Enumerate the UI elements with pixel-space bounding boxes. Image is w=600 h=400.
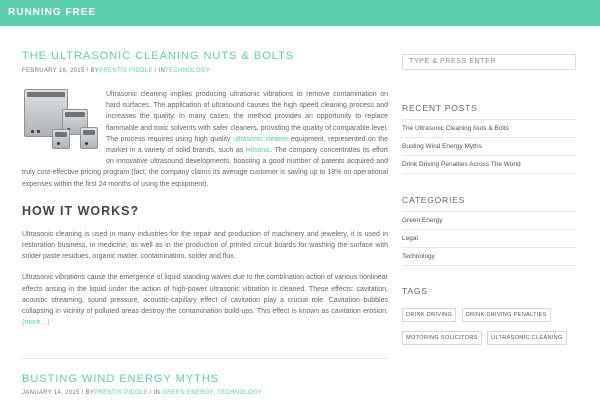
hilsonic-link[interactable]: Hilsonic: [245, 147, 271, 155]
main-content: [22, 46, 388, 328]
product-image: [22, 89, 100, 155]
post-divider: [22, 358, 388, 359]
meta-separator: ,: [213, 390, 218, 396]
category-item[interactable]: Technology: [402, 248, 576, 266]
sidebar: [402, 50, 576, 349]
recent-post-item[interactable]: Busting Wind Energy Myths: [402, 138, 576, 156]
intro-text: Ultrasonic cleaning implies producing ultrasonic vibrations to remove contamination on hard surfaces. The application of ultrasound causes the high speed cleaning process and increases the quality. In many cases, the method provides an opportunity to replace flammable and toxic solvents with safer cleaners, providing the quality of comparable level. The process requires using high quality: [106, 91, 388, 143]
meta-separator: / BY: [84, 68, 100, 74]
category-item[interactable]: Legal: [402, 230, 576, 248]
post-category-link[interactable]: TECHNOLOGY: [165, 68, 211, 74]
recent-post-item[interactable]: Drink Driving Penalties Across The World: [402, 156, 576, 174]
tag-cloud: [402, 303, 576, 349]
meta-separator: / IN: [147, 390, 163, 396]
tag-drink-driving[interactable]: DRINK DRIVING: [402, 308, 456, 322]
post-date: JANUARY 14, 2015: [22, 390, 80, 396]
paragraph-text: Ultrasonic vibrations cause the emergence of liquid standing waves due to the combination action of various nonlinear effects arising in the liquid under the action of high-power ultrasonic vibration is cleaned. These effects: cavitation, acoustic streaming, sound pressure, acoustic-capillary effect of cavitation play a crucial role. Cavitation bubbles collapsing in vicinity of polluted areas destroy the contamination build-ups. This effect is known as cavitation erosion.: [22, 274, 388, 316]
post-category-link[interactable]: TECHNOLOGY: [217, 390, 263, 396]
categories-widget: [402, 195, 576, 266]
widget-title: RECENT POSTS: [402, 102, 478, 113]
post-author-link[interactable]: PRENTIS PIDDLE: [94, 390, 148, 396]
paragraph-vibrations: [22, 272, 388, 328]
post-meta: [22, 390, 388, 396]
site-title[interactable]: RUNNING FREE: [8, 7, 97, 18]
tags-widget: [402, 286, 576, 349]
read-more-link[interactable]: (more…): [22, 319, 50, 327]
category-item[interactable]: Green Energy: [402, 212, 576, 230]
post-title-link[interactable]: THE ULTRASONIC CLEANING NUTS & BOLTS: [22, 50, 295, 62]
post-meta: [22, 68, 388, 74]
post-date: FEBRUARY 16, 2015: [22, 68, 85, 74]
intro-text: . The company concentrates its effort on innovative ultrasound developments, boasting a good number of patents acquired and truly cost-effective pricing program (fact: the company claims its average customer is saving up to 18% on operational expenses within the first 24 months of using the equipment).: [22, 147, 388, 188]
recent-posts-widget: [402, 103, 576, 174]
ultrasonic-cleaner-link[interactable]: ultrasonic cleaner: [233, 135, 289, 143]
tag-motoring-solicitors[interactable]: MOTORING SOLICITORS: [402, 331, 482, 345]
post-title-link[interactable]: BUSTING WIND ENERGY MYTHS: [22, 373, 220, 385]
recent-posts-list: [402, 119, 576, 174]
ultrasonic-tank-small-icon: [80, 127, 98, 149]
post-ultrasonic: [22, 46, 388, 328]
meta-separator: / BY: [79, 390, 95, 396]
intro-text: equipment, represented on the market in a variety of solid brands, such as: [106, 135, 388, 155]
ultrasonic-tank-small-icon: [52, 129, 70, 149]
widget-title: CATEGORIES: [402, 194, 466, 205]
meta-separator: / IN: [152, 68, 166, 74]
tag-drink-driving-penalties[interactable]: DRINK DRIVING PENALTIES: [462, 308, 551, 322]
post-author-link[interactable]: PRENTIS PIDDLE: [99, 68, 153, 74]
tag-ultrasonic-cleaning[interactable]: ULTRASONIC CLEANING: [487, 331, 567, 345]
post-wind-energy: [22, 369, 388, 396]
top-bar: [0, 0, 600, 26]
post-intro: [22, 89, 388, 190]
categories-list: [402, 211, 576, 266]
section-heading: HOW IT WORKS?: [22, 203, 140, 218]
recent-post-item[interactable]: The Ultrasonic Cleaning Nuts & Bolts: [402, 120, 576, 138]
search-input[interactable]: [402, 54, 576, 70]
paragraph-usage: Ultrasonic cleaning is used in many industries for the repair and production of machinery and jewelery, it is used in restoration business, in medicine, as well as in the production of printed circuit boards for washing the surface with solder paste residues, organic matter, contamination, solder and flux.: [22, 230, 388, 261]
post-category-link[interactable]: GREEN ENERGY: [162, 390, 214, 396]
widget-title: TAGS: [402, 285, 428, 296]
